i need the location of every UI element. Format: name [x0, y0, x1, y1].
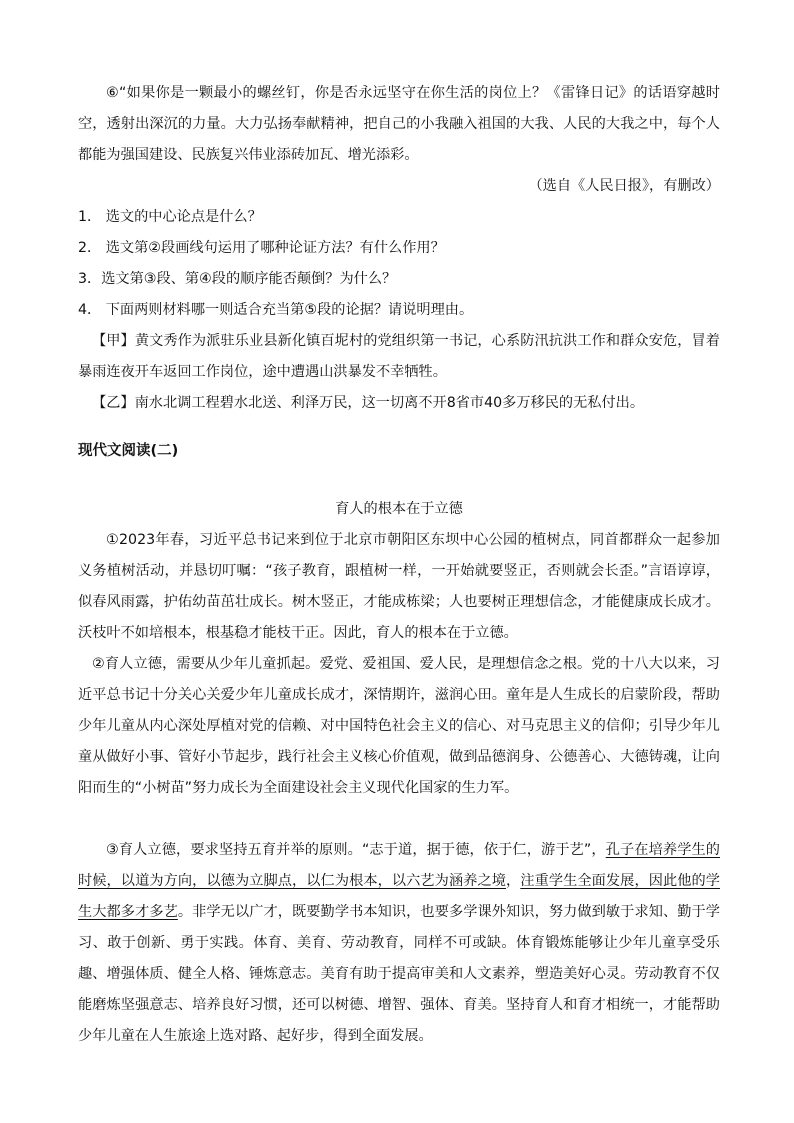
paragraph-3-part-c: 。非学无以广才，既要勤学书本知识，也要多学课外知识，努力做到敏于求知、勤于学习、敢于创新、勇于实践。体育、美育、劳动教育，同样不可或缺。体育锻炼能够让少年儿童享受乐趣、增强体质、健全人格、锤炼意志。美育有助于提高审美和人文素养，塑造美好心灵。劳动教育不仅能磨炼坚强意志、培养良好习惯，还可以树德、增智、强体、育美。坚持育人和育才相统一，才能帮助少年儿童在人生旅途上选对路、起好步，得到全面发展。: [78, 904, 720, 1044]
paragraph-6: [78, 78, 720, 171]
paragraph-1-text: ①2023年春，习近平总书记来到位于北京市朝阳区东坝中心公园的植树点，同首都群众一起参加义务植树活动，并恳切叮嘱：“孩子教育，跟植树一样，一开始就要竖正，否则就会长歪。”言语谆谆，似春风雨露，护佑幼苗茁壮成长。树木竖正，才能成栋梁；人也要树正理想信念，才能健康成长成才。沃枝叶不如培根本，根基稳才能枝干正。因此，育人的根本在于立德。: [78, 532, 720, 641]
paragraph-3: [78, 835, 720, 1052]
underlined-sentence-1: 孔子在培养学生的时候，以道为方向，以德为立脚点，以仁为根本，以六艺为涵养之境: [78, 842, 720, 889]
question-3: 3．选文第③段、第④段的顺序能否颠倒？为什么？: [78, 271, 397, 287]
article-title: 育人的根本在于立德: [335, 501, 463, 517]
section-2-heading: 现代文阅读(二): [78, 443, 179, 459]
paragraph-2-text: ②育人立德，需要从少年儿童抓起。爱党、爱祖国、爱人民，是理想信念之根。党的十八大以来，习近平总书记十分关心关爱少年儿童成长成才，深情期许，滋润心田。童年是人生成长的启蒙阶段，帮助少年儿童从内心深处厚植对党的信赖、对中国特色社会主义的信心、对马克思主义的信仰；引导少年儿童从做好小事、管好小节起步，践行社会主义核心价值观，做到品德润身、公德善心、大德铸魂，让向阳而生的“小树苗”努力成长为全面建设社会主义现代化国家的生力军。: [78, 656, 720, 796]
paragraph-3-text: [78, 835, 720, 1052]
question-2: 2． 选文第②段画线句运用了哪种论证方法？有什么作用？: [78, 240, 445, 256]
underlined-sentence-2: 注重学生全面发展，因此他的学生大都多才多艺: [78, 873, 720, 920]
paragraph-6-text: ⑥“如果你是一颗最小的螺丝钉，你是否永远坚守在你生活的岗位上？《雷锋日记》的话语穿越时空，透射出深沉的力量。大力弘扬奉献精神，把自己的小我融入祖国的大我、人民的大我之中，每个人都能为强国建设、民族复兴伟业添砖加瓦、增光添彩。: [78, 85, 720, 163]
question-4: 4． 下面两则材料哪一则适合充当第⑤段的论据？请说明理由。: [78, 302, 474, 318]
material-a: 【甲】黄文秀作为派驻乐业县新化镇百坭村的党组织第一书记，心系防汛抗洪工作和群众安危，冒着暴雨连夜开车返回工作岗位，途中遭遇山洪暴发不幸牺牲。: [78, 333, 720, 380]
section-heading: [78, 436, 720, 467]
paragraph-3-part-b: ，: [506, 873, 521, 889]
materials: [78, 326, 720, 419]
question-list: [78, 202, 720, 326]
paragraph-2: [78, 649, 720, 804]
source-line: [78, 171, 720, 202]
paragraph-1: [78, 525, 720, 649]
material-b: 【乙】南水北调工程碧水北送、利泽万民，这一切离不开8省市40多万移民的无私付出。: [92, 395, 645, 411]
source-note: （选自《人民日报》，有删改）: [528, 178, 720, 194]
paragraph-3-part-a: ③育人立德，要求坚持五育并举的原则。“志于道，据于德，依于仁，游于艺”，: [106, 842, 606, 858]
article-title-wrap: [78, 494, 720, 525]
question-1: 1． 选文的中心论点是什么？: [78, 209, 262, 225]
